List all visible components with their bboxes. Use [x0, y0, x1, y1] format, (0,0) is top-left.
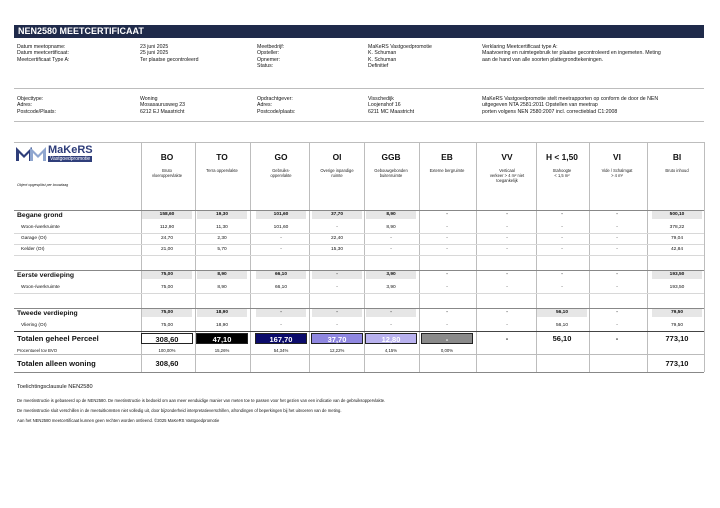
row-value: 66,10 [274, 285, 287, 290]
column-description: toegankelijk [496, 178, 518, 183]
section-total-cell: - [312, 271, 362, 279]
company-label: Opnemer: [257, 56, 281, 63]
row-value: - [446, 323, 448, 328]
row-value: 101,60 [273, 225, 289, 230]
column-divider [250, 142, 251, 372]
section-total-cell: - [446, 310, 448, 315]
column-description: oppervlakte [270, 173, 292, 178]
client-value: Visschedijk [368, 96, 394, 102]
client-value: Loojenshof 16 [368, 102, 401, 109]
column-header: H < 1,50 [546, 152, 578, 162]
section-total-cell: - [366, 309, 416, 317]
company-label: Meetbedrijf: [257, 44, 285, 50]
row-value: - [446, 247, 448, 252]
column-description: Terra oppervlakte [206, 168, 238, 173]
section-total-cell: 37,70 [312, 211, 362, 219]
totals-value: 308,60 [141, 333, 193, 344]
company-value: K. Schuman [368, 56, 397, 63]
row-value: - [390, 323, 392, 328]
row-value: 79,04 [670, 236, 683, 241]
column-description: Externe bergruimte [429, 168, 465, 173]
totals-value: 167,70 [255, 333, 307, 344]
section-total-cell: - [506, 310, 508, 315]
column-divider [704, 142, 705, 372]
logo [16, 147, 46, 166]
column-header: BI [672, 152, 682, 162]
standard-statement-line: MaKeRS Vastgoedpromotie stelt meetrapporten op conform de door de NEN [482, 96, 659, 102]
row-value: - [336, 285, 338, 290]
column-header: BO [160, 152, 174, 162]
row-value: 112,90 [159, 225, 175, 230]
section-total-cell: - [446, 272, 448, 277]
section-total-cell: 8,90 [197, 271, 247, 279]
section-title: Begane grond [17, 212, 63, 219]
column-description: Gebouwgebonden [374, 168, 408, 173]
section-total-cell: 500,10 [652, 211, 702, 219]
certificate-statement-line: Maatvoering en ruimtegebruik ter plaatse gecontroleerd en ingemeten. Meting [482, 50, 661, 57]
row-value: - [561, 285, 563, 290]
row-value: - [506, 225, 508, 230]
row-value: - [561, 225, 563, 230]
row-value: 3,90 [386, 285, 396, 290]
grid-bottom-line [14, 372, 704, 373]
row-label: Woon-/werkruimte [21, 285, 60, 290]
section-total-cell: 158,60 [142, 211, 192, 219]
percent-value: 15,26% [214, 348, 230, 353]
row-line [14, 244, 704, 245]
section-total-cell: 19,30 [197, 211, 247, 219]
section-total-cell: 56,10 [537, 309, 587, 317]
meta-label: Datum meetopname: [17, 44, 66, 50]
row-value: - [616, 236, 618, 241]
row-value: 11,30 [216, 225, 228, 230]
row-line [14, 255, 704, 256]
row-value: 2,30 [217, 236, 227, 241]
divider [14, 88, 704, 89]
column-divider [476, 142, 477, 372]
standard-statement-line: porten volgens NEN 2580:2007 incl. correctieblad C1:2008 [482, 108, 618, 115]
totals-value: 12,80 [365, 333, 417, 344]
row-value: - [446, 285, 448, 290]
section-total-cell: - [561, 212, 563, 217]
row-value: - [506, 323, 508, 328]
column-description: Stahoogte [552, 168, 572, 173]
column-header: GGB [381, 152, 401, 162]
row-value: - [390, 247, 392, 252]
object-label: Objecttype: [17, 96, 44, 102]
column-description: > 4 m² [611, 173, 623, 178]
row-value: - [390, 236, 392, 241]
section-total-cell: 75,00 [142, 309, 192, 317]
object-value: Mosasaurusweg 23 [140, 102, 185, 109]
row-value: - [446, 225, 448, 230]
column-description: Vide / Schalmgat [601, 168, 633, 173]
column-header: TO [216, 152, 228, 162]
row-value: - [446, 236, 448, 241]
row-value: - [561, 247, 563, 252]
column-description: buitenruimte [379, 173, 403, 178]
column-description: Verticaal [499, 168, 515, 173]
logo-note: Object opgesplitst per bouwlaag [17, 183, 69, 187]
row-value: - [616, 323, 618, 328]
totals-value: - [421, 333, 473, 344]
section-title: Eerste verdieping [17, 272, 75, 279]
percent-label: Procentueel tov BVO [17, 348, 58, 353]
meta-label: Meetcertificaat Type A: [17, 56, 70, 63]
percent-value: 4,15% [384, 348, 398, 353]
meta-value: Ter plaatse gecontroleerd [140, 56, 199, 63]
section-title: Tweede verdieping [17, 310, 78, 317]
section-total-cell: - [561, 272, 563, 277]
section-total-cell: 3,90 [366, 271, 416, 279]
logo-text: MaKeRS [48, 144, 93, 156]
object-label: Adres: [17, 102, 32, 109]
row-value: 5,70 [217, 247, 227, 252]
row-value: - [506, 247, 508, 252]
section-total-cell: 193,50 [652, 271, 702, 279]
alone-label: Totalen alleen woning [17, 359, 96, 368]
row-value: - [280, 236, 282, 241]
row-value: 75,00 [160, 285, 173, 290]
company-value: MaKeRS Vastgoedpromotie [368, 44, 432, 50]
meta-label: Datum meetcertificaat: [17, 50, 69, 57]
row-label: Vliering (OI) [21, 323, 47, 328]
row-value: 8,90 [386, 225, 396, 230]
alone-bi-value: 773,10 [665, 359, 689, 368]
section-total-cell: 18,90 [197, 309, 247, 317]
column-description: Gebruiks- [272, 168, 290, 173]
section-total-cell: - [312, 309, 362, 317]
totals-value: - [615, 334, 619, 343]
totals-label: Totalen geheel Perceel [17, 334, 99, 343]
section-total-cell: - [256, 309, 306, 317]
meta-value: 23 juni 2025 [140, 44, 169, 50]
section-total-cell: 66,10 [256, 271, 306, 279]
company-label: Opsteller: [257, 50, 280, 57]
notes-line: Aan het NEN2580 meetcertificaat kunnen geen rechten worden ontleend. ©2025 MaKeRS Vastgoedpromotie [17, 418, 220, 423]
column-description: Overige inpandige [320, 168, 354, 173]
percent-value: 12,22% [329, 348, 345, 353]
section-total-cell: - [506, 272, 508, 277]
row-value: 56,10 [555, 323, 568, 328]
row-line [14, 293, 704, 294]
company-value: K. Schuman [368, 50, 397, 57]
row-value: 24,70 [160, 236, 173, 241]
row-value: - [336, 323, 338, 328]
column-header: VV [501, 152, 513, 162]
totals-line [14, 331, 704, 332]
section-total-cell: - [616, 310, 618, 315]
column-description: Bruto inhoud [665, 168, 689, 173]
logo-mark-icon [16, 147, 46, 161]
percent-value: 100,00% [158, 348, 176, 353]
column-header: EB [441, 152, 453, 162]
column-description: vloeroppervlakte [151, 173, 183, 178]
client-label: Opdrachtgever: [257, 96, 293, 102]
row-value: 21,00 [160, 247, 173, 252]
column-description: Bruto [162, 168, 172, 173]
percent-value: 54,34% [273, 348, 289, 353]
standard-statement-line: uitgegeven NTA 2581:2011 Opstellen van meetrap [482, 102, 598, 109]
page-title: NEN2580 MEETCERTIFICAAT [18, 26, 144, 36]
certificate-statement-line: Verklaring Meetcertificaat type A: [482, 44, 558, 50]
row-value: 22,40 [330, 236, 343, 241]
section-total-cell: - [506, 212, 508, 217]
section-total-cell: 79,50 [652, 309, 702, 317]
row-value: - [616, 285, 618, 290]
company-label: Status: [257, 63, 274, 70]
section-total-cell: 75,00 [142, 271, 192, 279]
row-value: 193,50 [669, 285, 685, 290]
column-description: < 1,5 m² [554, 173, 570, 178]
object-value: Woning [140, 96, 158, 102]
section-total-cell: - [616, 212, 618, 217]
row-label: Garage (OI) [21, 236, 47, 241]
totals-value: - [505, 334, 509, 343]
row-value: 8,90 [217, 285, 227, 290]
row-value: - [506, 236, 508, 241]
notes-title: Toelichtingsclausule NEN2580 [17, 384, 93, 390]
totals-value: 37,70 [311, 333, 363, 344]
client-value: 6211 MC Maastricht [368, 108, 415, 115]
divider [14, 121, 704, 122]
grid-top-line [14, 142, 704, 143]
section-total-cell: 8,90 [366, 211, 416, 219]
notes-line: De meetinstructie sluit verschillen in de meetuitkomsten niet volledig uit, door bijzonderheid interpretatieverschillen, afrondingen of beperkingen bij het uitvoeren van de meting. [17, 408, 342, 413]
percent-value: 0,00% [440, 348, 454, 353]
row-value: - [616, 225, 618, 230]
column-header: VI [613, 152, 621, 162]
totals-value: 47,10 [196, 333, 248, 344]
totals-value: 773,10 [665, 334, 689, 343]
client-label: Adres: [257, 102, 272, 109]
row-value: - [280, 323, 282, 328]
alone-bo-value: 308,60 [155, 359, 179, 368]
column-header: OI [332, 152, 342, 162]
company-value: Definitief [368, 63, 389, 70]
row-value: - [506, 285, 508, 290]
object-value: 6212 EJ Maastricht [140, 108, 185, 115]
certificate-statement-line: aan de hand van alle soorten plattegrondtekeningen. [482, 56, 604, 63]
row-value: 79,50 [670, 323, 683, 328]
row-line [14, 233, 704, 234]
column-description: verkeer > 4 m² niet [489, 173, 525, 178]
percent-line [14, 354, 704, 355]
row-value: - [280, 247, 282, 252]
object-label: Postcode/Plaats: [17, 108, 56, 115]
row-value: 42,84 [670, 247, 683, 252]
meta-value: 25 juni 2025 [140, 50, 169, 57]
section-total-cell: - [446, 212, 448, 217]
row-value: - [336, 225, 338, 230]
column-divider [647, 142, 648, 372]
section-total-cell: 101,60 [256, 211, 306, 219]
row-value: - [561, 236, 563, 241]
totals-value: 56,10 [552, 334, 572, 343]
section-total-cell: - [616, 272, 618, 277]
client-label: Postcode/plaats: [257, 108, 296, 115]
row-value: 75,00 [160, 323, 173, 328]
notes-line: De meetinstructie is gebaseerd op de NEN2580. De meetinstructie is bedoeld om aan meer eenduidige manier van meten toe te passen voor het gezien van een indicatie van de gebruiksoppervlakte. [17, 398, 386, 403]
row-value: 15,30 [330, 247, 343, 252]
row-value: 378,22 [669, 225, 685, 230]
logo-subtitle: Vastgoedpromotie [50, 156, 91, 162]
row-label: Woon-/werkruimte [21, 225, 60, 230]
row-value: 18,90 [215, 323, 228, 328]
column-description: ruimte [331, 173, 343, 178]
row-label: Kelder (OI) [21, 247, 45, 252]
column-header: GO [274, 152, 288, 162]
row-value: - [616, 247, 618, 252]
